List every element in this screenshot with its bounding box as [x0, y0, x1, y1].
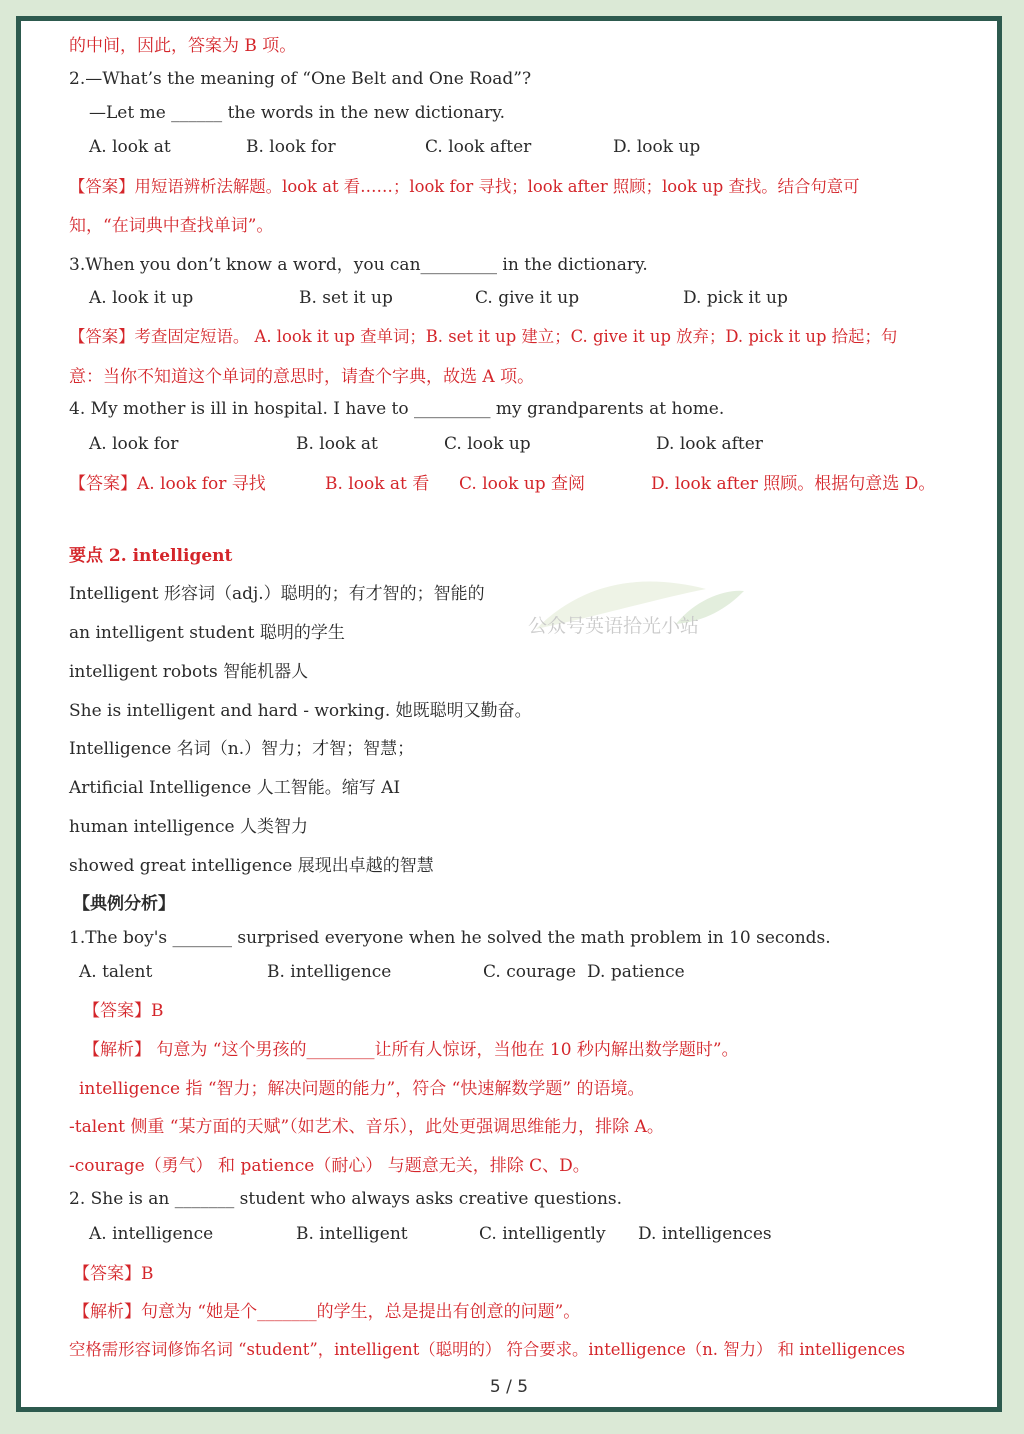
watermark-text: 公众号英语拾光小站 [528, 615, 700, 637]
option-b: B. intelligence [267, 962, 392, 982]
option-b: B. intelligent [296, 1224, 408, 1244]
answer-e2: 【答案】B [73, 1264, 154, 1284]
option-d: D. intelligences [638, 1224, 772, 1244]
option-c: C. give it up [475, 288, 580, 308]
analysis-e1-line-4: -courage（勇气） 和 patience（耐心） 与题意无关，排除 C、D。 [69, 1156, 590, 1176]
example-2: 2. She is an _______ student who always asks creative questions. [69, 1189, 623, 1209]
answer-4-d: D. look after 照顾。根据句意选 D。 [651, 474, 936, 494]
option-b: B. look at [296, 434, 378, 454]
option-a: A. look for [89, 434, 179, 454]
option-d: D. look up [613, 137, 701, 157]
vocab-line: She is intelligent and hard - working. 她既聪明又勤奋。 [69, 701, 532, 721]
document-page [16, 16, 1002, 1412]
example-heading: 【典例分析】 [73, 894, 175, 914]
option-b: B. look for [246, 137, 336, 157]
option-d: D. look after [656, 434, 763, 454]
question-3: 3.When you don’t know a word，you can_________ in the dictionary. [69, 255, 648, 275]
example-1: 1.The boy's _______ surprised everyone when he solved the math problem in 10 seconds. [69, 928, 831, 948]
vocab-line: Artificial Intelligence 人工智能。缩写 AI [69, 778, 401, 798]
question-2: 2.—What’s the meaning of “One Belt and One Road”? [69, 69, 532, 89]
answer-2-line-2: 知，“在词典中查找单词”。 [69, 216, 274, 236]
vocab-line: Intelligent 形容词（adj.）聪明的；有才智的；智能的 [69, 584, 485, 604]
vocab-line: human intelligence 人类智力 [69, 817, 308, 837]
analysis-e1-line-2: intelligence 指 “智力；解决问题的能力”，符合 “快速解数学题” 的语境。 [79, 1079, 645, 1099]
option-a: A. intelligence [89, 1224, 214, 1244]
question-2-line-2: —Let me ______ the words in the new dictionary. [89, 103, 506, 123]
page-number: 5 / 5 [489, 1377, 529, 1397]
option-d: D. patience [587, 962, 685, 982]
answer-4-c: C. look up 查阅 [459, 474, 586, 494]
answer-4-b: B. look at 看 [325, 474, 430, 494]
option-a: A. look at [89, 137, 171, 157]
analysis-e2: 【解析】句意为 “她是个_______的学生，总是提出有创意的问题”。 [73, 1302, 581, 1322]
vocab-line: Intelligence 名词（n.）智力；才智；智慧； [69, 739, 415, 759]
option-c: C. intelligently [479, 1224, 606, 1244]
vocab-line: intelligent robots 智能机器人 [69, 662, 309, 682]
question-4: 4. My mother is ill in hospital. I have to _________ my grandparents at home. [69, 399, 725, 419]
answer-4-a: 【答案】A. look for 寻找 [69, 474, 266, 494]
vocab-line: an intelligent student 聪明的学生 [69, 623, 345, 643]
option-b: B. set it up [299, 288, 393, 308]
analysis-e1-line-3: -talent 侧重 “某方面的天赋”（如艺术、音乐），此处更强调思维能力，排除 A。 [69, 1117, 664, 1137]
section-heading: 要点 2. intelligent [69, 546, 233, 566]
answer-e1: 【答案】B [83, 1001, 164, 1021]
option-c: C. look up [444, 434, 531, 454]
option-c: C. courage [483, 962, 577, 982]
analysis-e1: 【解析】 句意为 “这个男孩的________让所有人惊讶，当他在 10 秒内解出数学题时”。 [83, 1040, 739, 1060]
answer-3-line-2: 意：当你不知道这个单词的意思时，请查个字典，故选 A 项。 [69, 367, 535, 387]
option-d: D. pick it up [683, 288, 788, 308]
vocab-line: showed great intelligence 展现出卓越的智慧 [69, 856, 434, 876]
option-c: C. look after [425, 137, 532, 157]
analysis-e2-line-2: 空格需形容词修饰名词 “student”，intelligent（聪明的） 符合要求。intelligence（n. 智力） 和 intelligences [69, 1340, 906, 1359]
option-a: A. talent [79, 962, 153, 982]
continued-explanation: 的中间，因此，答案为 B 项。 [69, 36, 297, 56]
option-a: A. look it up [89, 288, 194, 308]
answer-3: 【答案】考查固定短语。 A. look it up 查单词；B. set it up 建立；C. give it up 放弃；D. pick it up 拾起；句 [69, 327, 898, 346]
answer-2: 【答案】用短语辨析法解题。look at 看……；look for 寻找；look after 照顾；look up 查找。结合句意可 [69, 177, 860, 196]
